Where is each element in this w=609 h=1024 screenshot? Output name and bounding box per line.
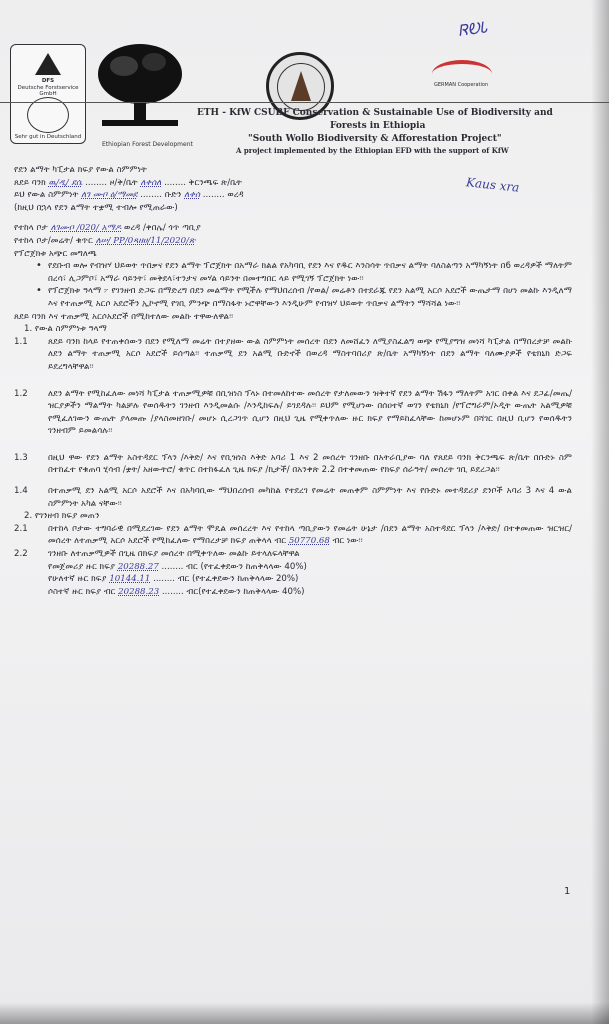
woreda-value: ለቀሰ — [184, 190, 201, 201]
group-name-value: ለገ ሙቦ ዕ/ማመደ — [81, 190, 138, 201]
german-cooperation-logo — [430, 60, 494, 100]
clause-1-4: 1.4 በተጠቃሚ ደን አልሚ አርሶ አደሮች እና በአካባቢው ማህበረሰብ መካከል የተደረገ የመሬት መጠቀም ስምምነት እና የቡድኑ መተዳደሪያ ደንቦች አባሪ 3 እና 4 ውል ስምምነት አካል ናቸው፡፡ — [14, 486, 572, 509]
dfs-tree-icon — [35, 53, 61, 75]
total-amount-value: 50770.68 — [288, 536, 330, 547]
form-line-site-number: የተከላ ቦታ/መሬት/ ቁጥር ለሠ/ PP/0ጻዘሀ/11/2020/ጽ — [14, 235, 196, 246]
form-line-bank: ጸደይ ባንክ ዉ/ዲ/ ደሴ ........ ዞ/ቅ/ቤት ለቀሰለ ........ ቅርንጫፍ ጽ/ቤት — [14, 177, 242, 188]
document-body — [14, 164, 572, 598]
bullet-item: • የደቡብ ወሎ የብዝሃ ህይወት ጥበቃና የደን ልማት ፕሮጀክት በአማራ ክልል የአካባቢ የደን እና የዱር እንስሳት ጥበቃና ልማት ባለስልጣን አማካኝነት በ6 ወረዳዎች ማለትም በረሳ፣ ሊጋምቦ፣ አማራ ሳይንት፣ መቅደላ፣ተንታና መሃል ሳይንት በመተግበር ላይ የሚገኝ ፕሮጀክት ነው፡፡ — [14, 260, 572, 285]
payment-amount: 20288.23 — [118, 586, 160, 597]
seal-figure-icon — [291, 71, 311, 101]
handwritten-note-top: ᏒᎧᏓ — [456, 18, 489, 40]
forest-logo-caption: Ethiopian Forest Development — [102, 141, 193, 148]
form-line-beneficiary: (ከዚህ በኋላ የደን ልማት ተቋሚ ተብሎ የሚጠራው) — [14, 202, 178, 213]
page-number: 1 — [564, 886, 571, 897]
dfs-logo-text: DFS — [41, 78, 55, 84]
handwritten-note-side: Kaus xra — [465, 175, 521, 195]
zone-office-value: ለቀሰለ — [140, 177, 162, 188]
dfs-logo-subtext: Deutsche Forstservice GmbH — [17, 85, 79, 97]
form-line-agreement: ይህ የውል ስምምነት ለገ ሙቦ ዕ/ማመደ ........ ቡድን ለቀሰ ........ ወረዳ — [14, 190, 244, 201]
page-shadow-bottom — [0, 1002, 609, 1024]
payment-row: ሶስተኛ ዙር ክፍያ ብር 20288.23 ........ ብር(የተፈቀደውን ከጠቅላላው 40%) — [48, 586, 305, 597]
header-line-4: A project implemented by the Ethiopian EFD with the support of KfW — [236, 146, 509, 155]
dfs-logo — [10, 44, 86, 144]
form-line-site: የተከላ ቦታ ለገሙቦ /020/ አማዶ ወረዳ /ቀበሌ/ ጎጥ ጣቢያ — [14, 223, 201, 234]
clause-1-3: 1.3 በዚህ ዋው የደን ልማት አስተዳደር ፕላን /እቅድ/ እና የቢዝነስ እቅድ አባሪ 1 እና 2 መሰረት ገንዘቡ በአትራቢያው ባለ የጸደይ ባንክ ቅርንጫፍ ጽ/ቤት በቡድኑ ስም በተከፈተ የቁጠባ ሂሳብ /ቋት/ አዘውትሮ/ ቁጥር በተከፋፈለ ጊዜ ክፍያ /ኪታች/ በአንቀጽ 2.2 በተቀመጠው የክፍያ ሰራዓት/ መሰረት ገቢ ይደረጋል፡፡ — [14, 452, 572, 476]
planting-site-value: ለገሙቦ /020/ አማዶ — [50, 223, 122, 234]
header-divider — [0, 102, 609, 103]
intro-line: ጸደይ ባንክ እና ተጠቃሚ አርሶአደሮች በሚከተለው መልኩ ተዋውለዋል፡፡ — [14, 311, 234, 322]
clause-1-1: 1.1 ጸደይ ባንክ ከላይ የተጠቀሰውን በደን የሚለማ መሬት በተያዘው ውል ስምምነት መሰረት በደን ለመሸፈን ለሚያስፈልግ ወጭ የሚያግዝ መነሻ ካፒታል በማበረታቻ መልኩ ለደን ልማት ተጠቃሚ አርሶ አደሮች ይሰጣል፡፡ ተጠቃሚ ደን አልሚ ቡድኖች በወረዳ ማስተባበሪያ ጽ/ቤት አማካኝነት በደን ልማት ባለሙያዎች የቴክኒክ ድጋፍ ይደረግላቸዋል፡፡ — [14, 336, 572, 372]
form-title: የደን ልማት ካፒታል ክፍያ የውል ስምምነት — [14, 165, 147, 175]
header-line-2: Forests in Ethiopia — [330, 121, 426, 131]
payment-amount: 10144.11 — [109, 574, 151, 585]
section-1-title: 1. የውል ስምምነቱ ዓላማ — [24, 324, 107, 335]
page-shadow-right — [591, 0, 609, 1024]
dfs-logo-tagline: Sehr gut in Deutschland — [14, 134, 82, 140]
bullet-item: • የፕሮጀክቱ ዓላማ ፦ የገንዘብ ድጋፍ በማድረግ በደን መልማት የሚችሉ የማህበረሰብ /የወል/ መሬቶን በተደራጁ የደን አልሚ አርሶ አደሮች ውጤታማ በሆነ መልኩ እንዲለማ እና የተጠቃሚ አርሶ አደሮችን ኢኮኖሚ የገቢ ምንጭ በማስፋት ኑሮዋቸውን እንዲሁም የብዝሃ ህይወት ጥበቃና ልማትን ማሻሻል ነው፡፡ — [14, 285, 572, 310]
site-number-value: ለሠ/ PP/0ጻዘሀ/11/2020/ጽ — [95, 235, 196, 246]
payment-row: የመጀመሪያ ዙር ክፍያ 20288.27 ........ ብር (የተፈቀደውን ከጠቅላላው 40%) — [48, 561, 307, 572]
header-line-1: ETH - KfW CSUBF Conservation & Sustainable Use of Biodiversity and — [197, 108, 553, 118]
section-2-title: 2. የገንዘብ ክፍያ መጠን — [24, 511, 100, 522]
cooperation-logo-text: GERMAN Cooperation — [434, 82, 489, 88]
clause-1-2: 1.2 ለደን ልማት የሚከፈለው መነሻ ካፒታል ተጠቃሚዎቹ በቢዝነስ ፕላኑ በተመለከተው መሰረት የታለመውን ዝቅተኛ የደን ልማት ሽፋን ማለትም አገር በቀል እና ደጋፊ/መጤ/ ዝርያዎችን ማልማት ካልቻሉ የወሰዱትን ገንዘብ እንዲመልሱ /እንዲከፍሉ/ ይገደዳሉ፡፡ ይህም የሚሆነው በሰዐተኛ ወገን የቴክኒክ /የፕሮግራም/ኦዲት ውጤት አልሚዎቹ የሚፈለገውን ውጤት ያላመጡ /ያላስመዘገቡ/ መሆኑ ሲረጋገጥ ሲሆን በዚህ ጊዜ የሚቀጥለው ዙር ክፍያ የማይከፈላቸው ከመሆኑም በሻገር በዚህ ቢሆን የወሰዱትን ገንዘብም ይመልሳሉ፡፡ — [14, 388, 572, 437]
clause-2-1: 2.1 በተከላ ቦታው ተግባራዊ በሚደረገው የደን ልማት ሞዴል መሰረረት እና የተከላ ጣቢያውን የመሬት ሁኔታ /በደን ልማት አስተዳደር ፕላን /እቅድ/ በተቀመጠው ዝርዝር/ መሰረት ለተጠቃሚ አርሶ አደሮች የሚከፈለው የማበረታቻ ክፍያ ጠቅላላ ብር 50770.68 ብር ነው፡፡ — [14, 523, 572, 547]
header-line-3: "South Wollo Biodiversity & Afforestation Project" — [248, 134, 502, 144]
forest-tree-logo-icon — [94, 40, 186, 134]
payment-amount: 20288.27 — [117, 561, 159, 572]
project-summary-heading: የፕሮጀክቱ አጭር መግለጫ — [14, 248, 97, 259]
payment-row: የሁለተኛ ዙር ክፍያ 10144.11 ........ ብር (የተፈቀደውን ከጠቅላላው 20%) — [48, 574, 299, 585]
clause-2-2: 2.2 ገንዘቡ ለተጠቃሚዎች በጊዜ በክፍያ መሰረት በሚቀጥለው መልኩ ይተላለፍላቸዋል — [14, 549, 300, 560]
bank-branch-value: ዉ/ዲ/ ደሴ — [48, 177, 83, 188]
